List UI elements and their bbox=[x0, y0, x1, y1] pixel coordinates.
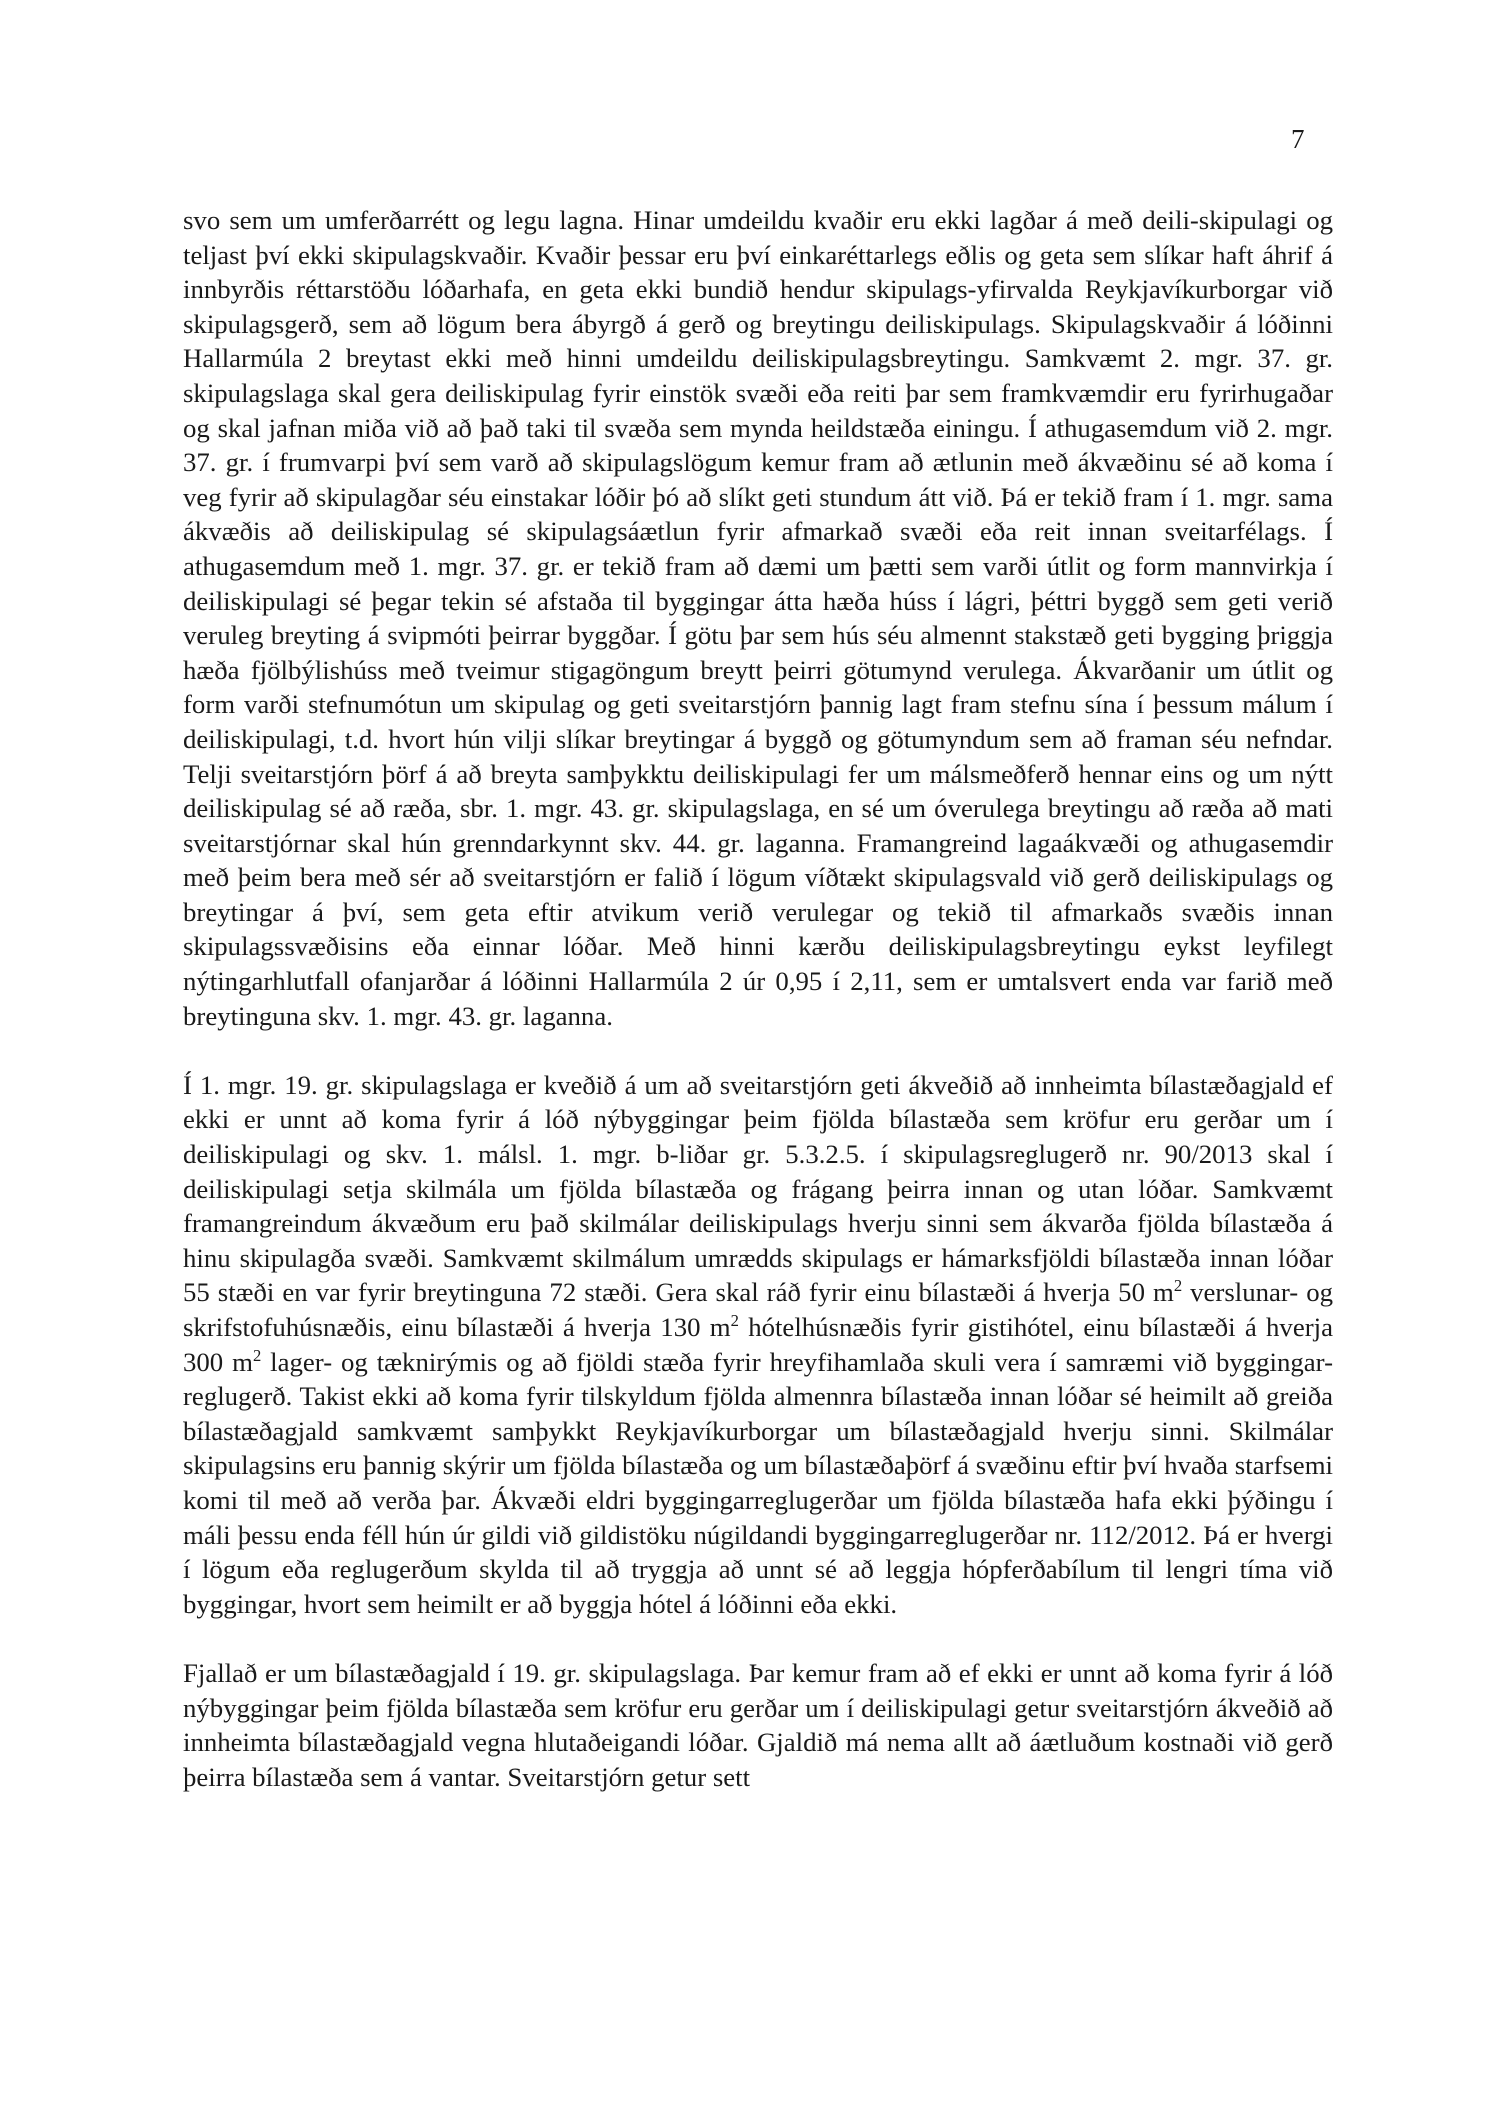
superscript: 2 bbox=[252, 1345, 262, 1365]
paragraph-text: Í 1. mgr. 19. gr. skipulagslaga er kveðið á um að sveitarstjórn geti ákveðið að innheimta bílastæðagjald ef ekki er unnt að koma fyrir á lóð nýbyggingar þeim fjölda bílastæða sem kröfur eru gerðar um í deiliskipulagi og skv. 1. málsl. 1. mgr. b-liðar gr. 5.3.2.5. í skipulagsreglugerð nr. 90/2013 skal í deiliskipulagi setja skilmála um fjölda bílastæða og frágang þeirra innan og utan lóðar. Samkvæmt framangreindum ákvæðum eru það skilmálar deiliskipulags hverju sinni sem ákvarða fjölda bílastæða á hinu skipulagða svæði. Samkvæmt skilmálum umrædds skipulags er hámarksfjöldi bílastæða innan lóðar 55 stæði en var fyrir breytinguna 72 stæði. Gera skal ráð fyrir einu bílastæði á hverja 50 m bbox=[183, 1069, 1333, 1308]
superscript: 2 bbox=[1173, 1276, 1183, 1296]
paragraph-text: svo sem um umferðarrétt og legu lagna. Hinar umdeildu kvaðir eru ekki lagðar á með deili-skipulagi og teljast því ekki skipulagskvaðir. Kvaðir þessar eru því einkaréttarlegs eðlis og geta sem slíkar haft áhrif á innbyrðis réttarstöðu lóðarhafa, en geta ekki bundið hendur skipulags-yfirvalda Reykjavíkurborgar við skipulagsgerð, sem að lögum bera ábyrgð á gerð og breytingu deiliskipulags. Skipulagskvaðir á lóðinni Hallarmúla 2 breytast ekki með hinni umdeildu deiliskipulagsbreytingu. Samkvæmt 2. mgr. 37. gr. skipulagslaga skal gera deiliskipulag fyrir einstök svæði eða reiti þar sem framkvæmdir eru fyrirhugaðar og skal jafnan miða við að það taki til svæða sem mynda heildstæða einingu. Í athugasemdum við 2. mgr. 37. gr. í frumvarpi því sem varð að skipulagslögum kemur fram að ætlunin með ákvæðinu sé að koma í veg fyrir að skipulagðar séu einstakar lóðir þó að slíkt geti stundum átt við. Þá er tekið fram í 1. mgr. sama ákvæðis að deiliskipulag sé skipulagsáætlun fyrir afmarkað svæði eða reit innan sveitarfélags. Í athugasemdum með 1. mgr. 37. gr. er tekið fram að dæmi um þætti sem varði útlit og form mannvirkja í deiliskipulagi sé þegar tekin sé afstaða til byggingar átta hæða húss í lágri, þéttri byggð sem geti verið veruleg breyting á svipmóti þeirrar byggðar. Í götu þar sem hús séu almennt stakstæð geti bygging þriggja hæða fjölbýlishúss með tveimur stigagöngum breytt þeirri götumynd verulega. Ákvarðanir um útlit og form varði stefnumótun um skipulag og geti sveitarstjórn þannig lagt fram stefnu sína í þessum málum í deiliskipulagi, t.d. hvort hún vilji slíkar breytingar á byggð og götumyndum sem að framan séu nefndar. Telji sveitarstjórn þörf á að breyta samþykktu deiliskipulagi fer um málsmeðferð hennar eins og um nýtt deiliskipulag sé að ræða, sbr. 1. mgr. 43. gr. skipulagslaga, en sé um óverulega breytingu að ræða að mati sveitarstjórnar skal hún grenndarkynnt skv. 44. gr. laganna. Framangreind lagaákvæði og athugasemdir með þeim bera með sér að sveitarstjórn er falið í lögum víðtækt skipulagsvald við gerð deiliskipulags og breytingar á því, sem geta eftir atvikum verið verulegar og tekið til afmarkaðs svæðis innan skipulagssvæðisins eða einnar lóðar. Með hinni kærðu deiliskipulagsbreytingu eykst leyfilegt nýtingarhlutfall ofanjarðar á lóðinni Hallarmúla 2 úr 0,95 í 2,11, sem er umtalsvert enda var farið með breytinguna skv. 1. mgr. 43. gr. laganna. bbox=[183, 205, 1333, 1031]
paragraph-text: Fjallað er um bílastæðagjald í 19. gr. skipulagslaga. Þar kemur fram að ef ekki er unnt að koma fyrir á lóð nýbyggingar þeim fjölda bílastæða sem kröfur eru gerðar um í deiliskipulagi getur sveitarstjórn ákveðið að innheimta bílastæðagjald vegna hlutaðeigandi lóðar. Gjaldið má nema allt að áætluðum kostnaði við gerð þeirra bílastæða sem á vantar. Sveitarstjórn getur sett bbox=[183, 1657, 1333, 1792]
paragraph-text: lager- og tæknirýmis og að fjöldi stæða fyrir hreyfihamlaða skuli vera í samræmi við byggingar-reglugerð. Takist ekki að koma fyrir tilskyldum fjölda almennra bílastæða innan lóðar sé heimilt að greiða bílastæðagjald samkvæmt samþykkt Reykjavíkurborgar um bílastæðagjald hverju sinni. Skilmálar skipulagsins eru þannig skýrir um fjölda bílastæða og um bílastæðaþörf á svæðinu eftir því hvaða starfsemi komi til með að verða þar. Ákvæði eldri byggingarreglugerðar um fjölda bílastæða hafa ekki þýðingu í máli þessu enda féll hún úr gildi við gildistöku núgildandi byggingarreglugerðar nr. 112/2012. Þá er hvergi í lögum eða reglugerðum skylda til að tryggja að unnt sé að leggja hópferðabílum til lengri tíma við byggingar, hvort sem heimilt er að byggja hótel á lóðinni eða ekki. bbox=[183, 1346, 1333, 1619]
paragraph bbox=[183, 203, 1333, 1033]
document-body bbox=[183, 203, 1333, 1794]
page-number: 7 bbox=[1291, 124, 1305, 154]
paragraph bbox=[183, 1068, 1333, 1622]
paragraph bbox=[183, 1656, 1333, 1794]
paragraph-text: hótelhúsnæðis fyrir gistihótel, einu bílastæði á hverja 300 m bbox=[183, 1312, 1333, 1377]
superscript: 2 bbox=[730, 1311, 739, 1331]
paragraph-text: verslunar- og skrifstofuhúsnæðis, einu bílastæði á hverja 130 m bbox=[183, 1277, 1333, 1342]
